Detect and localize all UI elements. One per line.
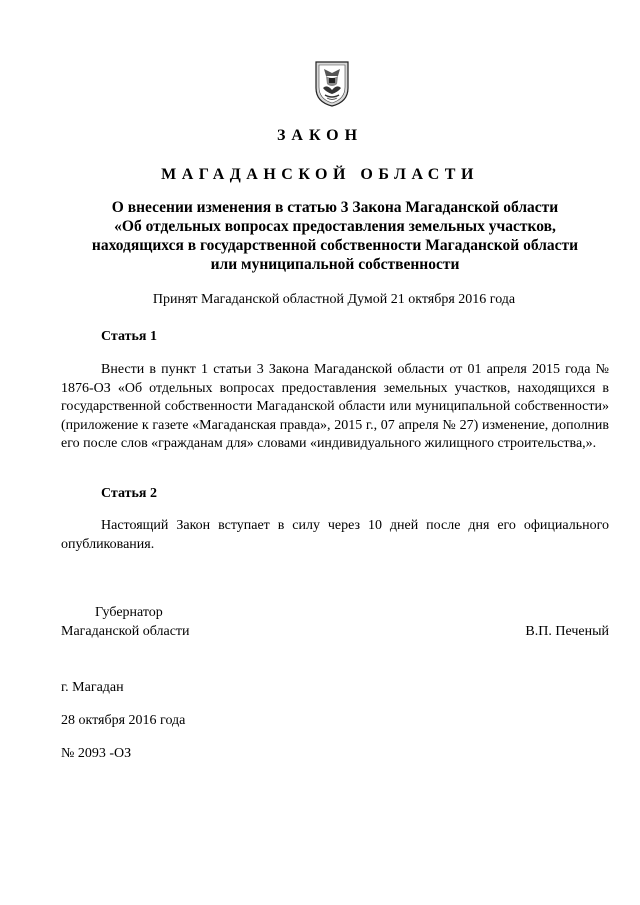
region-heading: МАГАДАНСКОЙ ОБЛАСТИ bbox=[161, 166, 479, 183]
article-2-heading: Статья 2 bbox=[101, 486, 157, 501]
article-1-text: Внести в пункт 1 статьи 3 Закона Магаданской области от 01 апреля 2015 года № 1876-ОЗ «Об отдельных вопросах предоставления земельных участков, находящихся в государственной собственности Магаданской области или муниципальной собственности» (приложение к газете «Магаданская правда», 2015 г., 07 апреля № 27) изменение, дополнив его после слов «гражданам для» словами «индивидуального жилищного строительства,». bbox=[61, 362, 609, 451]
law-title-line: находящихся в государственной собственности Магаданской области bbox=[91, 237, 579, 254]
law-heading: ЗАКОН bbox=[276, 127, 364, 144]
law-title bbox=[60, 198, 610, 274]
signing-date: 28 октября 2016 года bbox=[61, 713, 186, 728]
article-1-heading: Статья 1 bbox=[101, 329, 157, 344]
adoption-note: Принят Магаданской областной Думой 21 октября 2016 года bbox=[152, 292, 516, 307]
signatory-name: В.П. Печеный bbox=[525, 624, 609, 639]
signatory-title: Губернатор bbox=[95, 605, 163, 620]
article-2-text: Настоящий Закон вступает в силу через 10 дней после дня его официального опубликования. bbox=[61, 518, 609, 552]
signatory-region: Магаданской области bbox=[61, 624, 190, 639]
law-title-line: или муниципальной собственности bbox=[210, 256, 460, 273]
law-title-line: О внесении изменения в статью 3 Закона Магаданской области bbox=[111, 199, 559, 216]
law-number: № 2093 -ОЗ bbox=[61, 746, 132, 761]
law-title-line: «Об отдельных вопросах предоставления земельных участков, bbox=[114, 218, 556, 235]
place-of-signing: г. Магадан bbox=[61, 680, 124, 695]
coat-of-arms-icon bbox=[312, 58, 352, 108]
